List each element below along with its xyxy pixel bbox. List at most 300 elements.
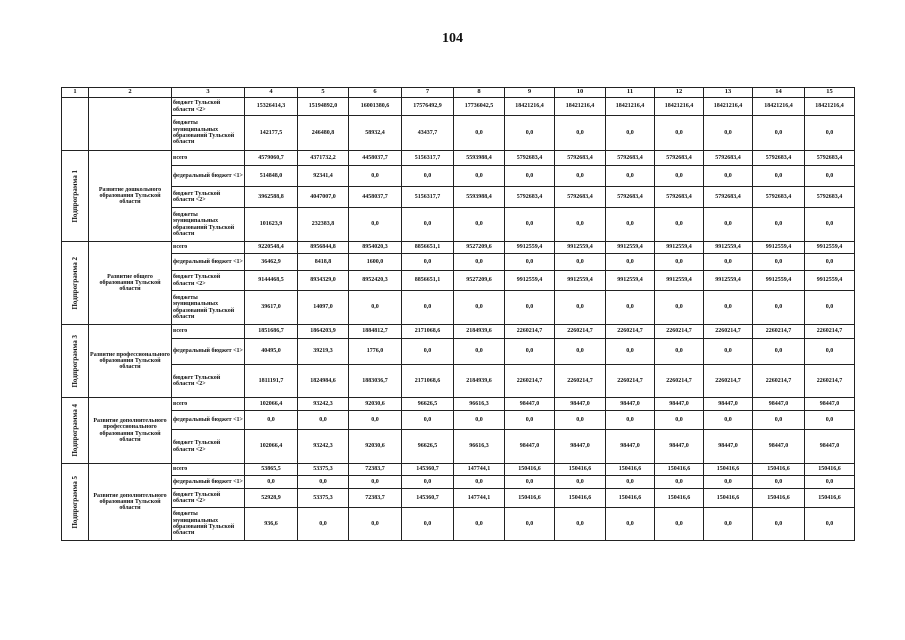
budget-value: 0,0	[655, 208, 704, 242]
budget-value: 14097,0	[298, 291, 349, 325]
budget-value: 9912559,4	[805, 242, 855, 254]
column-number: 6	[349, 88, 402, 98]
budget-value: 2260214,7	[606, 365, 655, 398]
table-row	[62, 166, 855, 187]
budget-value: 0,0	[606, 291, 655, 325]
budget-value: 0,0	[402, 166, 454, 187]
program-name: Развитие профессионального образования Тульской области	[89, 325, 172, 398]
budget-value: 2260214,7	[753, 325, 805, 339]
budget-value: 0,0	[402, 339, 454, 365]
budget-value: 0,0	[704, 508, 753, 541]
budget-value: 150416,6	[555, 464, 606, 476]
table-row	[62, 489, 855, 508]
program-label: Подпрограмма 5	[70, 475, 79, 529]
table-row	[62, 339, 855, 365]
budget-value: 150416,6	[753, 489, 805, 508]
funding-source: федеральный бюджет <1>	[172, 476, 245, 489]
budget-value: 9912559,4	[704, 271, 753, 291]
budget-value: 1776,0	[349, 339, 402, 365]
budget-value: 8956844,8	[298, 242, 349, 254]
budget-value: 15326414,3	[245, 98, 298, 116]
funding-source: бюджеты муниципальных образований Тульской области	[172, 116, 245, 151]
program-cell	[62, 325, 89, 398]
funding-source: всего	[172, 325, 245, 339]
program-cell	[62, 398, 89, 464]
budget-value: 0,0	[655, 166, 704, 187]
budget-value: 936,6	[245, 508, 298, 541]
budget-value: 9912559,4	[606, 271, 655, 291]
program-name: Развитие дополнительного профессионального образования Тульской области	[89, 398, 172, 464]
budget-value: 0,0	[454, 508, 505, 541]
budget-value: 2260214,7	[555, 325, 606, 339]
budget-value: 0,0	[555, 291, 606, 325]
budget-value: 92030,6	[349, 398, 402, 411]
budget-value: 5792683,4	[753, 151, 805, 166]
budget-value: 0,0	[555, 339, 606, 365]
budget-value: 0,0	[805, 208, 855, 242]
budget-value: 0,0	[454, 116, 505, 151]
budget-value: 2260214,7	[655, 325, 704, 339]
budget-value: 102066,4	[245, 398, 298, 411]
budget-value: 96626,5	[402, 398, 454, 411]
budget-value: 2260214,7	[753, 365, 805, 398]
budget-value: 96616,3	[454, 430, 505, 464]
budget-value: 17576492,9	[402, 98, 454, 116]
budget-value: 2260214,7	[555, 365, 606, 398]
column-number: 7	[402, 88, 454, 98]
budget-value: 0,0	[402, 508, 454, 541]
budget-value: 9527209,6	[454, 271, 505, 291]
budget-value: 0,0	[349, 291, 402, 325]
budget-value: 96616,3	[454, 398, 505, 411]
column-number: 1	[62, 88, 89, 98]
budget-value: 18421216,4	[655, 98, 704, 116]
budget-value: 0,0	[606, 254, 655, 271]
budget-value: 150416,6	[606, 464, 655, 476]
funding-source: федеральный бюджет <1>	[172, 166, 245, 187]
budget-value: 0,0	[349, 508, 402, 541]
budget-value: 5593988,4	[454, 187, 505, 208]
budget-value: 98447,0	[655, 398, 704, 411]
budget-value: 18421216,4	[505, 98, 555, 116]
budget-value: 53375,3	[298, 464, 349, 476]
budget-value: 2184939,6	[454, 365, 505, 398]
budget-value: 0,0	[245, 476, 298, 489]
budget-value: 1851686,7	[245, 325, 298, 339]
program-cell	[62, 98, 89, 151]
column-number: 2	[89, 88, 172, 98]
program-cell	[62, 242, 89, 325]
budget-value: 0,0	[753, 339, 805, 365]
budget-value: 0,0	[349, 476, 402, 489]
budget-value: 0,0	[454, 166, 505, 187]
budget-value: 147744,1	[454, 464, 505, 476]
budget-value: 2171068,6	[402, 365, 454, 398]
budget-value: 8952420,3	[349, 271, 402, 291]
budget-value: 101623,9	[245, 208, 298, 242]
funding-source: бюджет Тульской области <2>	[172, 271, 245, 291]
budget-value: 9912559,4	[606, 242, 655, 254]
column-number: 8	[454, 88, 505, 98]
budget-value: 5792683,4	[606, 187, 655, 208]
budget-value: 0,0	[505, 208, 555, 242]
budget-value: 72383,7	[349, 464, 402, 476]
budget-value: 1864203,9	[298, 325, 349, 339]
program-label: Подпрограмма 4	[70, 404, 79, 457]
budget-value: 145360,7	[402, 489, 454, 508]
budget-value: 5792683,4	[505, 151, 555, 166]
budget-value: 0,0	[805, 411, 855, 430]
budget-value: 0,0	[555, 508, 606, 541]
budget-value: 2260214,7	[606, 325, 655, 339]
budget-value: 5792683,4	[655, 187, 704, 208]
funding-source: всего	[172, 151, 245, 166]
budget-value: 9912559,4	[655, 242, 704, 254]
budget-value: 2260214,7	[505, 365, 555, 398]
budget-value: 0,0	[555, 254, 606, 271]
budget-value: 0,0	[505, 411, 555, 430]
budget-value: 0,0	[555, 208, 606, 242]
budget-value: 0,0	[349, 411, 402, 430]
budget-value: 52928,9	[245, 489, 298, 508]
table-row	[62, 398, 855, 411]
program-label: Подпрограмма 2	[70, 256, 79, 310]
budget-value: 98447,0	[805, 398, 855, 411]
budget-value: 9912559,4	[704, 242, 753, 254]
budget-value: 5792683,4	[505, 187, 555, 208]
funding-source: федеральный бюджет <1>	[172, 411, 245, 430]
budget-value: 0,0	[402, 208, 454, 242]
budget-value: 17736042,5	[454, 98, 505, 116]
budget-value: 0,0	[555, 476, 606, 489]
budget-value: 4458037,7	[349, 151, 402, 166]
budget-value: 0,0	[454, 291, 505, 325]
funding-source: бюджет Тульской области <2>	[172, 489, 245, 508]
budget-value: 5792683,4	[805, 151, 855, 166]
budget-value: 98447,0	[606, 430, 655, 464]
funding-source: федеральный бюджет <1>	[172, 254, 245, 271]
column-number: 9	[505, 88, 555, 98]
budget-value: 0,0	[454, 476, 505, 489]
budget-value: 0,0	[555, 166, 606, 187]
budget-value: 150416,6	[505, 464, 555, 476]
budget-value: 0,0	[704, 166, 753, 187]
budget-value: 0,0	[805, 166, 855, 187]
column-number: 5	[298, 88, 349, 98]
budget-value: 98447,0	[704, 398, 753, 411]
table-row	[62, 208, 855, 242]
budget-value: 232383,8	[298, 208, 349, 242]
budget-value: 1811191,7	[245, 365, 298, 398]
budget-value: 0,0	[298, 476, 349, 489]
budget-value: 9144468,5	[245, 271, 298, 291]
budget-value: 9912559,4	[505, 271, 555, 291]
budget-value: 98447,0	[505, 430, 555, 464]
budget-value: 5792683,4	[805, 187, 855, 208]
budget-value: 4579060,7	[245, 151, 298, 166]
budget-value: 4458037,7	[349, 187, 402, 208]
table-row	[62, 430, 855, 464]
budget-value: 0,0	[753, 411, 805, 430]
budget-value: 0,0	[655, 291, 704, 325]
budget-value: 1884812,7	[349, 325, 402, 339]
budget-value: 9912559,4	[753, 271, 805, 291]
budget-value: 96626,5	[402, 430, 454, 464]
column-number: 15	[805, 88, 855, 98]
budget-value: 2260214,7	[505, 325, 555, 339]
budget-value: 0,0	[298, 508, 349, 541]
budget-value: 9912559,4	[555, 271, 606, 291]
budget-value: 0,0	[753, 291, 805, 325]
budget-value: 5792683,4	[704, 151, 753, 166]
budget-value: 150416,6	[505, 489, 555, 508]
table-row	[62, 242, 855, 254]
column-number: 13	[704, 88, 753, 98]
budget-value: 150416,6	[655, 464, 704, 476]
budget-value: 15194892,0	[298, 98, 349, 116]
budget-value: 43437,7	[402, 116, 454, 151]
budget-value: 0,0	[805, 116, 855, 151]
budget-value: 0,0	[704, 476, 753, 489]
program-name	[89, 98, 172, 151]
table-row	[62, 151, 855, 166]
program-name: Развитие дополнительного образования Тульской области	[89, 464, 172, 541]
program-label: Подпрограмма 3	[70, 334, 79, 388]
budget-value: 3962588,8	[245, 187, 298, 208]
table-row	[62, 187, 855, 208]
budget-value: 98447,0	[555, 398, 606, 411]
budget-value: 4047007,0	[298, 187, 349, 208]
budget-value: 150416,6	[606, 489, 655, 508]
column-number: 10	[555, 88, 606, 98]
budget-value: 0,0	[245, 411, 298, 430]
budget-value: 0,0	[753, 254, 805, 271]
budget-value: 8934329,0	[298, 271, 349, 291]
budget-value: 0,0	[505, 476, 555, 489]
budget-value: 0,0	[454, 254, 505, 271]
budget-value: 1824984,6	[298, 365, 349, 398]
funding-source: бюджеты муниципальных образований Тульской области	[172, 291, 245, 325]
budget-value: 150416,6	[704, 489, 753, 508]
budget-value: 0,0	[402, 254, 454, 271]
budget-value: 0,0	[805, 291, 855, 325]
program-cell	[62, 151, 89, 242]
table-row	[62, 508, 855, 541]
budget-value: 0,0	[402, 291, 454, 325]
budget-value: 98447,0	[655, 430, 704, 464]
budget-value: 5593988,4	[454, 151, 505, 166]
budget-value: 0,0	[805, 476, 855, 489]
budget-value: 8856651,1	[402, 242, 454, 254]
budget-value: 514848,0	[245, 166, 298, 187]
budget-value: 0,0	[805, 339, 855, 365]
budget-value: 98447,0	[505, 398, 555, 411]
budget-value: 92341,4	[298, 166, 349, 187]
budget-value: 2260214,7	[704, 365, 753, 398]
budget-value: 8418,8	[298, 254, 349, 271]
table-row	[62, 98, 855, 116]
table-row	[62, 271, 855, 291]
column-number: 11	[606, 88, 655, 98]
budget-value: 0,0	[753, 476, 805, 489]
budget-value: 9527209,6	[454, 242, 505, 254]
budget-value: 18421216,4	[606, 98, 655, 116]
budget-value: 5156317,7	[402, 187, 454, 208]
funding-source: бюджет Тульской области <2>	[172, 98, 245, 116]
budget-value: 8954020,3	[349, 242, 402, 254]
budget-value: 2171068,6	[402, 325, 454, 339]
budget-value: 0,0	[505, 116, 555, 151]
budget-value: 5792683,4	[555, 187, 606, 208]
budget-value: 0,0	[753, 208, 805, 242]
budget-value: 0,0	[805, 508, 855, 541]
column-number: 14	[753, 88, 805, 98]
budget-value: 18421216,4	[704, 98, 753, 116]
budget-value: 0,0	[704, 339, 753, 365]
budget-value: 0,0	[704, 116, 753, 151]
budget-value: 0,0	[704, 291, 753, 325]
program-cell	[62, 464, 89, 541]
budget-value: 9912559,4	[505, 242, 555, 254]
budget-value: 150416,6	[805, 489, 855, 508]
budget-value: 150416,6	[753, 464, 805, 476]
budget-value: 0,0	[349, 208, 402, 242]
budget-value: 98447,0	[704, 430, 753, 464]
budget-value: 16001380,6	[349, 98, 402, 116]
budget-value: 0,0	[655, 339, 704, 365]
budget-value: 0,0	[606, 476, 655, 489]
budget-value: 72383,7	[349, 489, 402, 508]
budget-value: 0,0	[704, 411, 753, 430]
budget-value: 150416,6	[555, 489, 606, 508]
budget-value: 0,0	[555, 116, 606, 151]
budget-value: 0,0	[606, 508, 655, 541]
budget-value: 2260214,7	[704, 325, 753, 339]
funding-source: бюджет Тульской области <2>	[172, 187, 245, 208]
budget-value: 0,0	[555, 411, 606, 430]
budget-value: 9220548,4	[245, 242, 298, 254]
column-number-row	[62, 88, 855, 98]
funding-source: бюджет Тульской области <2>	[172, 365, 245, 398]
budget-value: 93242,3	[298, 398, 349, 411]
budget-value: 98447,0	[555, 430, 606, 464]
program-name: Развитие общего образования Тульской области	[89, 242, 172, 325]
budget-value: 18421216,4	[555, 98, 606, 116]
budget-value: 93242,3	[298, 430, 349, 464]
budget-value: 5792683,4	[606, 151, 655, 166]
budget-value: 98447,0	[606, 398, 655, 411]
budget-value: 0,0	[655, 411, 704, 430]
budget-value: 2260214,7	[655, 365, 704, 398]
funding-source: всего	[172, 398, 245, 411]
budget-value: 5792683,4	[655, 151, 704, 166]
budget-value: 150416,6	[655, 489, 704, 508]
budget-value: 0,0	[704, 208, 753, 242]
budget-table	[61, 87, 855, 541]
budget-value: 0,0	[753, 116, 805, 151]
table-row	[62, 254, 855, 271]
budget-value: 2260214,7	[805, 365, 855, 398]
budget-value: 8856651,1	[402, 271, 454, 291]
funding-source: федеральный бюджет <1>	[172, 339, 245, 365]
budget-value: 0,0	[505, 166, 555, 187]
budget-value: 0,0	[505, 291, 555, 325]
budget-value: 0,0	[805, 254, 855, 271]
funding-source: всего	[172, 464, 245, 476]
budget-value: 150416,6	[805, 464, 855, 476]
budget-value: 92030,6	[349, 430, 402, 464]
budget-value: 2184939,6	[454, 325, 505, 339]
budget-value: 0,0	[454, 411, 505, 430]
budget-value: 0,0	[655, 116, 704, 151]
budget-value: 53375,3	[298, 489, 349, 508]
budget-value: 2260214,7	[805, 325, 855, 339]
budget-value: 98447,0	[753, 430, 805, 464]
budget-value: 0,0	[606, 166, 655, 187]
budget-value: 98447,0	[805, 430, 855, 464]
budget-value: 36462,9	[245, 254, 298, 271]
column-number: 3	[172, 88, 245, 98]
budget-value: 246480,8	[298, 116, 349, 151]
budget-value: 9912559,4	[805, 271, 855, 291]
budget-value: 53865,5	[245, 464, 298, 476]
table-row	[62, 365, 855, 398]
budget-value: 1883036,7	[349, 365, 402, 398]
funding-source: бюджеты муниципальных образований Тульской области	[172, 508, 245, 541]
budget-value: 0,0	[655, 476, 704, 489]
budget-value: 0,0	[753, 166, 805, 187]
column-number: 12	[655, 88, 704, 98]
budget-value: 150416,6	[704, 464, 753, 476]
budget-value: 5792683,4	[555, 151, 606, 166]
budget-value: 0,0	[606, 411, 655, 430]
budget-value: 40495,0	[245, 339, 298, 365]
budget-value: 5156317,7	[402, 151, 454, 166]
budget-value: 145360,7	[402, 464, 454, 476]
funding-source: всего	[172, 242, 245, 254]
budget-value: 0,0	[606, 208, 655, 242]
budget-value: 39219,3	[298, 339, 349, 365]
program-name: Развитие дошкольного образования Тульской области	[89, 151, 172, 242]
table-row	[62, 464, 855, 476]
budget-value: 0,0	[655, 254, 704, 271]
budget-value: 18421216,4	[805, 98, 855, 116]
budget-value: 5792683,4	[753, 187, 805, 208]
budget-value: 102066,4	[245, 430, 298, 464]
budget-value: 0,0	[454, 208, 505, 242]
budget-value: 5792683,4	[704, 187, 753, 208]
budget-value: 39617,0	[245, 291, 298, 325]
budget-value: 0,0	[505, 508, 555, 541]
table-row	[62, 411, 855, 430]
budget-value: 0,0	[505, 254, 555, 271]
budget-value: 0,0	[704, 254, 753, 271]
budget-value: 0,0	[753, 508, 805, 541]
budget-value: 1600,0	[349, 254, 402, 271]
budget-value: 0,0	[655, 508, 704, 541]
budget-value: 0,0	[606, 116, 655, 151]
table-row	[62, 325, 855, 339]
column-number: 4	[245, 88, 298, 98]
budget-value: 142177,5	[245, 116, 298, 151]
budget-value: 58932,4	[349, 116, 402, 151]
budget-value: 0,0	[298, 411, 349, 430]
budget-value: 4371732,2	[298, 151, 349, 166]
budget-value: 0,0	[349, 166, 402, 187]
budget-value: 147744,1	[454, 489, 505, 508]
budget-value: 0,0	[505, 339, 555, 365]
budget-value: 9912559,4	[555, 242, 606, 254]
